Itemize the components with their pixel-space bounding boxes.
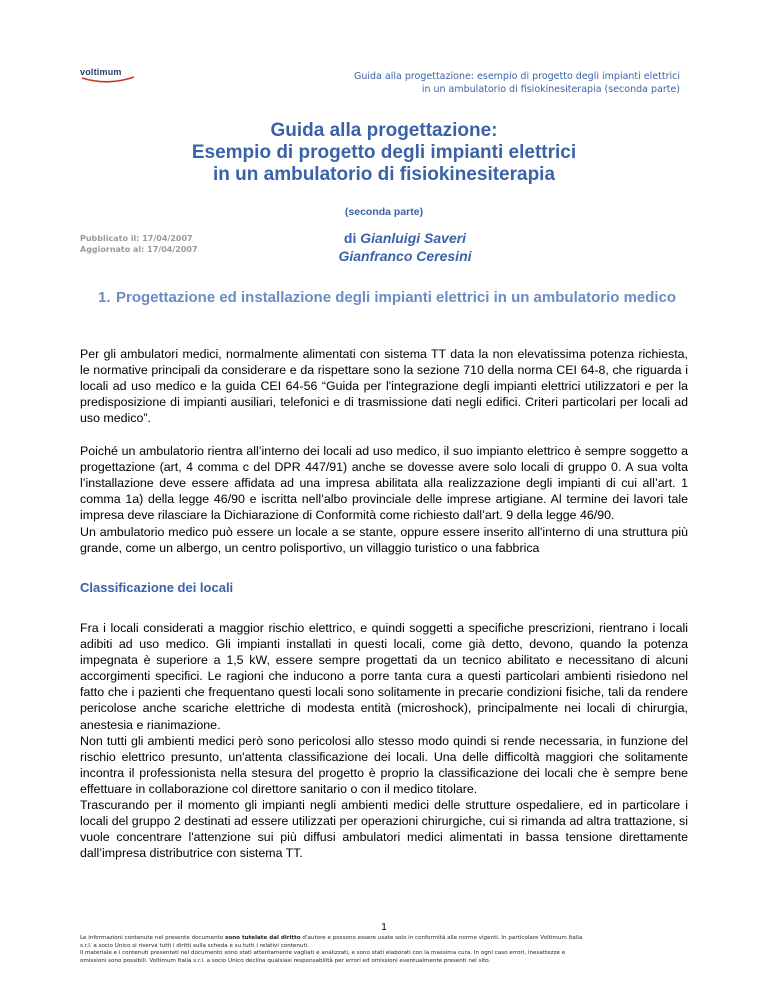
running-header-line-2: in un ambulatorio di fisiokinesiterapia (seconda parte) <box>421 84 680 95</box>
title-line-1: Guida alla progettazione: <box>270 120 498 141</box>
paragraph-1: Per gli ambulatori medici, normalmente alimentati con sistema TT data la non elevatissima potenza richiesta, le normative principali da considerare e da rispettare sono la sezione 710 della norma CEI 64-8, che riguarda i locali ad uso medico e la guida CEI 64-56 “Guida per l'integrazione degli impianti elettrici utilizzatori e per la predisposizione di impianti ausiliari, telefonici e di trasmissione dati negli edifici. Criteri particolari per locali ad uso medico”. <box>80 347 688 426</box>
footer-line-2: s.r.l. a socio Unico si riserva tutti i diritti sulla scheda e su tutti i relativi contenuti. <box>80 942 309 949</box>
section-2-paragraph-3: Trascurando per il momento gli impianti negli ambienti medici delle strutture ospedaliere, ed in particolare i locali del gruppo 2 destinati ad essere utilizzati per operazioni chirurgiche, cui si rimanda ad altra trattazione, si vuole concentrare l'attenzione sui più diffusi ambulatori medici alimentati in bassa tensione direttamente dall’impresa distributrice con sistema TT. <box>80 798 688 861</box>
title-line-2: Esempio di progetto degli impianti elettrici <box>191 142 577 163</box>
author-line-2 <box>260 247 550 265</box>
footer-line-4: omissioni sono possibili. Voltimum Italia s.r.l. a socio Unico declina qualsiasi responsabilità per errori ed omissioni eventualmente presenti nel sito. <box>80 957 491 964</box>
document-title <box>0 120 768 186</box>
footer-line-1 <box>80 935 690 943</box>
section-2-paragraph-2: Non tutti gli ambienti medici però sono pericolosi allo stesso modo quindi si rende necessaria, in funzione del rischio elettrico presunto, un'attenta classificazione dei locali. Una delle difficoltà maggiori che solitamente incontra il professionista nella stesura del progetto è proprio la classificazione dei locali che è sempre bene effettuare in collaborazione col direttore sanitario o con il medico titolare. <box>80 734 688 797</box>
paragraph-3: Un ambulatorio medico può essere un locale a se stante, oppure essere inserito all'interno di una struttura più grande, come un albergo, un centro polisportivo, un villaggio turistico o una fabbrica <box>80 525 688 556</box>
published-date: Pubblicato il: 17/04/2007 <box>80 234 193 243</box>
author-prefix: di <box>343 230 361 246</box>
voltimum-logo <box>80 64 136 86</box>
author-name-1: Gianluigi Saveri <box>360 230 467 246</box>
legal-footer <box>80 935 690 965</box>
publication-info <box>80 233 198 255</box>
section-1-number: 1. <box>98 289 111 306</box>
paragraph-2: Poiché un ambulatorio rientra all’interno dei locali ad uso medico, il suo impianto elettrico è sempre soggetto a progettazione (art, 4 comma c del DPR 447/91) anche se dovesse avere solo locali di gruppo 0. A sua volta l’installazione deve essere affidata ad una impresa abilitata alla realizzazione degli impianti di cui all’art. 1 comma 1a) della legge 46/90 e iscritta nell’albo provinciale delle imprese artigiane. Al termine dei lavori tale impresa deve rilasciare la Dichiarazione di Conformità come richiesto dall’art. 9 della legge 46/90. <box>80 444 688 523</box>
footer-line-1-bold: sono tutelate dal diritto <box>225 935 301 941</box>
updated-date: Aggiornato al: 17/04/2007 <box>80 245 198 254</box>
author-block <box>260 229 550 265</box>
running-header-line-1: Guida alla progettazione: esempio di progetto degli impianti elettrici <box>353 71 680 82</box>
footer-line-1-start: Le informazioni contenute nel presente documento <box>80 935 226 941</box>
running-header <box>354 70 680 96</box>
section-2-paragraph-1: Fra i locali considerati a maggior rischio elettrico, e quindi soggetti a specifiche prescrizioni, rientrano i locali adibiti ad uso medico. Gli impianti installati in questi locali, come già detto, devono, quando la potenza impegnata è superiore a 1,5 kW, essere sempre progettati da un tecnico abilitato e necessitano di alcuni accorgimenti specifici. Le ragioni che inducono a porre tanta cura a questi particolari ambienti risiedono nel fatto che i pazienti che frequentano questi locali sono solitamente in precarie condizioni fisiche, tali da rendere pericolose anche scariche elettriche di modesta entità (microshock), principalmente nei locali di chirurgia, anestesia e rianimazione. <box>80 621 688 732</box>
author-name-2: Gianfranco Ceresini <box>338 248 472 264</box>
page-number: 1 <box>381 922 387 933</box>
footer-line-1-end: d'autore e possono essere usate solo in conformità alle norme vigenti. In particolare Voltimum Italia <box>300 935 583 941</box>
author-line-1 <box>260 229 550 247</box>
logo-text: voltimum <box>80 67 122 77</box>
footer-line-3: Il materiale e i contenuti presentati nel documento sono stati attentamente vagliati e analizzati, e sono stati elaborati con la massima cura. In ogni caso errori, inesattezze e <box>80 950 566 957</box>
section-2-heading: Classificazione dei locali <box>80 580 234 595</box>
document-subtitle: (seconda parte) <box>344 206 424 218</box>
title-line-3: in un ambulatorio di fisiokinesiterapia <box>212 164 556 185</box>
section-1-heading: Progettazione ed installazione degli impianti elettrici in un ambulatorio medico <box>116 289 677 306</box>
